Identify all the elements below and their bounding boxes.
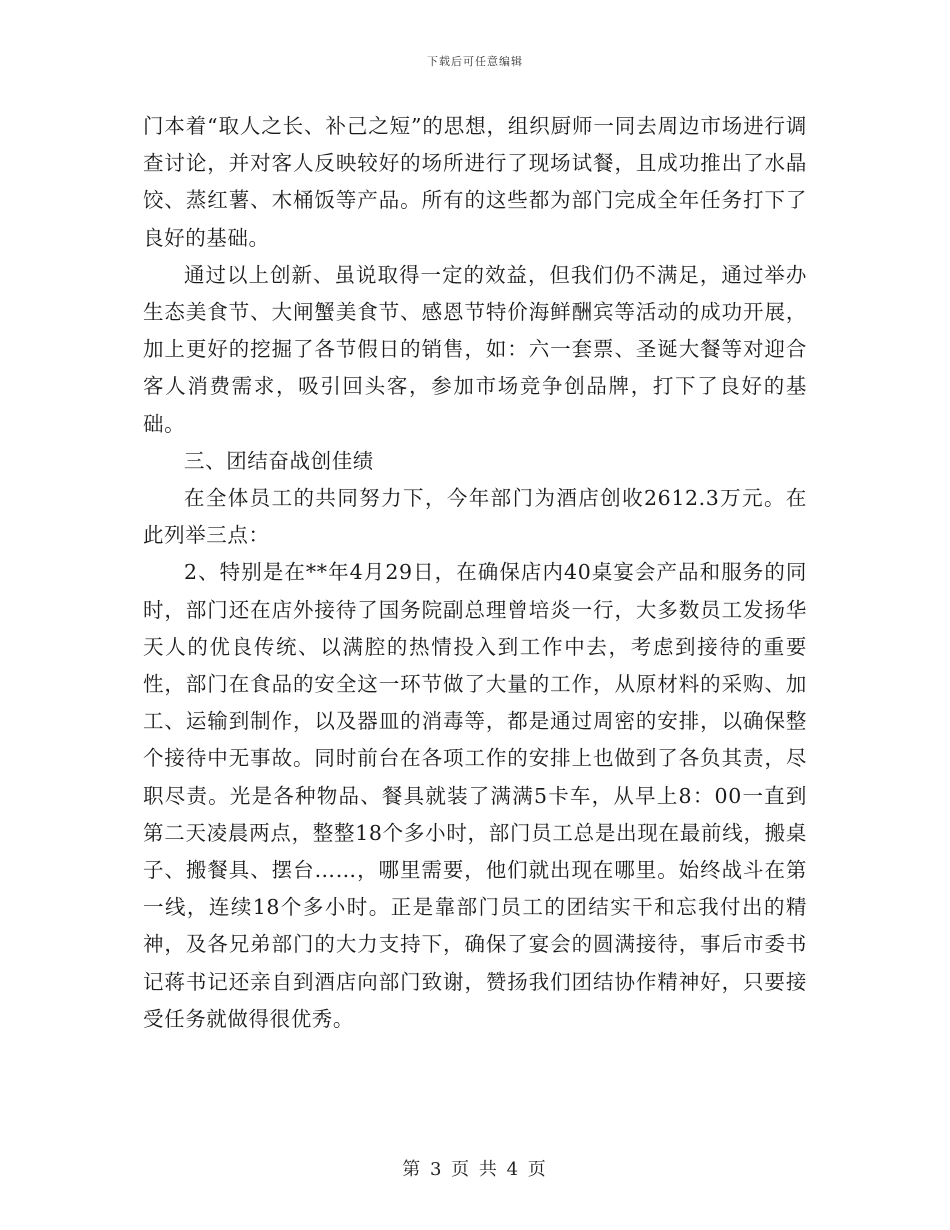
paragraph-5: 2、特别是在**年4月29日，在确保店内40桌宴会产品和服务的同时，部门还在店外接待了国务院副总理曾培炎一行，大多数员工发扬华天人的优良传统、以满腔的热情投入到工作中去，考虑到接待的重要性，部门在食品的安全这一环节做了大量的工作，从原材料的采购、加工、运输到制作，以及器皿的消毒等，都是通过周密的安排，以确保整个接待中无事故。同时前台在各项工作的安排上也做到了各负其责，尽职尽责。光是各种物品、餐具就装了满满5卡车，从早上8：00一直到第二天凌晨两点，整整18个多小时，部门员工总是出现在最前线，搬桌子、搬餐具、摆台……，哪里需要，他们就出现在哪里。始终战斗在第一线，连续18个多小时。正是靠部门员工的团结实干和忘我付出的精神，及各兄弟部门的大力支持下，确保了宴会的圆满接待，事后市委书记蒋书记还亲自到酒店向部门致谢，赞扬我们团结协作精神好，只要接受任务就做得很优秀。 xyxy=(143,560,807,1031)
paragraph-1: 门本着“取人之长、补己之短”的思想，组织厨师一同去周边市场进行调查讨论，并对客人反映较好的场所进行了现场试餐，且成功推出了水晶饺、蒸红薯、木桶饭等产品。所有的这些都为部门完成全年任务打下了良好的基础。 xyxy=(143,114,807,250)
page-number-footer: 第 3 页 共 4 页 xyxy=(402,1159,548,1180)
section-heading: 三、团结奋战创佳绩 xyxy=(184,448,374,473)
paragraph-2: 通过以上创新、虽说取得一定的效益，但我们仍不满足，通过举办生态美食节、大闸蟹美食节、感恩节特价海鲜酬宾等活动的成功开展，加上更好的挖掘了各节假日的销售，如：六一套票、圣诞大餐等对迎合客人消费需求，吸引回头客，参加市场竞争创品牌，打下了良好的基础。 xyxy=(143,262,807,436)
paragraph-4: 在全体员工的共同努力下，今年部门为酒店创收2612.3万元。在此列举三点： xyxy=(143,486,807,548)
document-body xyxy=(143,108,807,1038)
page-header: 下载后可任意编辑 xyxy=(427,55,523,68)
